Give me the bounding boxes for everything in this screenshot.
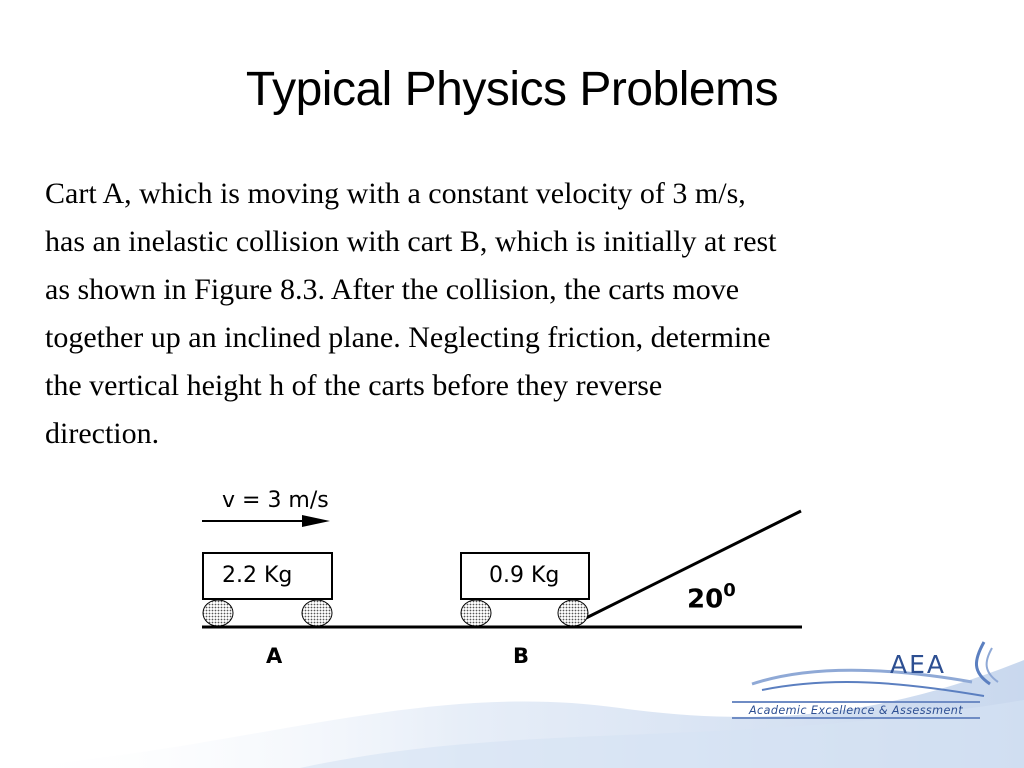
cart-b-mass-label: 0.9 Kg [489, 563, 560, 588]
slide-title: Typical Physics Problems [245, 63, 779, 116]
logo-tagline: Academic Excellence & Assessment [732, 701, 980, 719]
cart-b-wheel [461, 600, 491, 626]
aea-logo [722, 638, 1012, 728]
cart-a-label: A [266, 644, 283, 668]
cart-a-wheel [302, 600, 332, 626]
cart-a-mass-label: 2.2 Kg [222, 563, 293, 588]
cart-b-wheel [558, 600, 588, 626]
cart-b-label: B [513, 644, 530, 668]
logo-name: AEA [890, 650, 946, 679]
problem-text: Cart A, which is moving with a constant velocity of 3 m/s, has an inelastic collision with cart B, which is initially at rest as shown in Figure 8.3. After the collision, the carts move together up an inclined plane. Neglecting friction, determine the vertical height h of the carts before they reverse direction. [45, 177, 777, 450]
velocity-arrowhead [302, 515, 330, 527]
degree-symbol: 0 [723, 580, 736, 601]
incline-angle-value: 20 [687, 584, 724, 615]
cart-a-wheel [203, 600, 233, 626]
incline-angle-label [687, 582, 736, 615]
velocity-label: v = 3 m/s [222, 488, 329, 513]
